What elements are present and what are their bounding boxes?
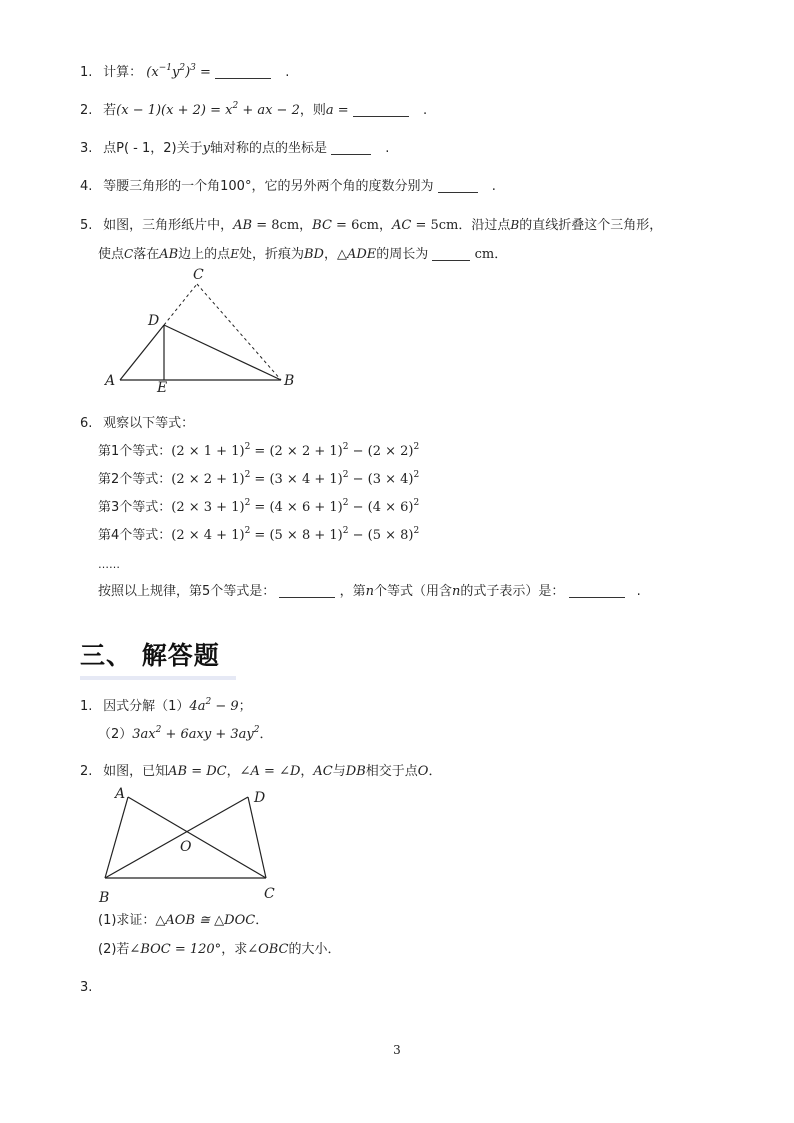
question-3: 3. 点P( - 1，2)关于y轴对称的点的坐标是 .: [80, 139, 389, 159]
point-label-b: B: [284, 373, 295, 389]
answer-blank[interactable]: [215, 66, 271, 79]
point-label-d: D: [254, 790, 266, 806]
problem-3: [80, 978, 99, 998]
point-label-d: D: [148, 313, 160, 329]
math-expression: $(x^{-1}y^2)^3$ =: [146, 63, 211, 80]
question-number: 2.: [80, 103, 93, 118]
point-label-a: A: [105, 373, 116, 389]
question-number: 1.: [80, 699, 93, 714]
question-6: 6. 观察以下等式：: [80, 414, 194, 434]
segment-db: [105, 797, 248, 878]
question-1: 1. 计算： $(x^{-1}y^2)^3$ = .: [80, 63, 289, 83]
crossed-triangles-figure: [96, 782, 286, 908]
math-expression: $(x - 1)(x + 2) = x^2$ + ax − 2: [116, 101, 300, 118]
question-number: 3.: [80, 980, 93, 995]
problem-1: 1. 因式分解$(1)4a^2 - 9$；: [80, 697, 252, 717]
answer-blank[interactable]: [353, 104, 409, 117]
segment-db: [164, 325, 281, 380]
question-6-final: 按照以上规律，第5个等式是： ，第n个等式（用含n的式子表示）是： .: [98, 584, 641, 599]
page-number: 3: [393, 1043, 401, 1057]
answer-blank[interactable]: [279, 585, 335, 598]
point-label-o: O: [180, 839, 192, 855]
segment-ad: [120, 325, 164, 380]
question-2: 2. 若$(x - 1)(x + 2) = x^2$ + ax − 2，则a = .: [80, 101, 427, 121]
segment-cb-dashed: [197, 284, 281, 380]
segment-dc-dashed: [164, 284, 197, 325]
equation-row: 第1个等式：$(2 \times 1 + 1)^2 = (2 \times 2 + 1)^2 - (2 \times 2)^2$: [98, 442, 420, 459]
point-label-c: C: [193, 267, 204, 283]
segment-ac: [128, 797, 266, 878]
problem-2-part-2: (2)若∠BOC = 120°，求∠OBC的大小．: [98, 942, 341, 957]
question-prefix: 计算：: [103, 65, 143, 80]
answer-blank[interactable]: [438, 180, 478, 193]
segment-ab: [105, 797, 128, 878]
point-label-a: A: [115, 786, 126, 802]
equation-row: 第4个等式：$(2 \times 4 + 1)^2 = (5 \times 8 + 1)^2 - (5 \times 8)^2$: [98, 526, 420, 543]
point-label-b: B: [99, 890, 110, 906]
problem-1-part-2: $(2)3ax^2 + 6axy + 3ay^2$．: [98, 725, 273, 742]
equation-row: 第3个等式：$(2 \times 3 + 1)^2 = (4 \times 6 + 1)^2 - (4 \times 6)^2$: [98, 498, 420, 515]
answer-blank[interactable]: [569, 585, 625, 598]
answer-blank[interactable]: [331, 142, 371, 155]
question-number: 4.: [80, 179, 93, 194]
question-4: 4. 等腰三角形的一个角100°，它的另外两个角的度数分别为 .: [80, 177, 496, 197]
question-number: 5.: [80, 218, 93, 233]
problem-2-part-1: (1)求证：△AOB ≅ △DOC．: [98, 913, 269, 928]
question-number: 2.: [80, 764, 93, 779]
answer-blank[interactable]: [432, 248, 470, 261]
section-underline: [80, 676, 236, 680]
segment-dc: [248, 797, 266, 878]
ellipsis: ……: [98, 558, 120, 571]
question-number: 3.: [80, 141, 93, 156]
point-label-e: E: [157, 380, 168, 396]
triangle-fold-figure: [100, 264, 310, 396]
question-5: 5. 如图，三角形纸片中，AB = 8cm，BC = 6cm，AC = 5cm．沿过点B的直线折叠这个三角形，: [80, 215, 662, 236]
point-label-c: C: [264, 886, 275, 902]
section-title: 三、 解答题: [80, 641, 220, 670]
equation-row: 第2个等式：$(2 \times 2 + 1)^2 = (3 \times 4 + 1)^2 - (3 \times 4)^2$: [98, 470, 420, 487]
question-number: 1.: [80, 65, 93, 80]
problem-2: 2. 如图，已知AB = DC，∠A = ∠D，AC与DB相交于点O．: [80, 762, 441, 782]
question-number: 6.: [80, 416, 93, 431]
question-5-line-2: 使点C落在AB边上的点E处，折痕为BD，△ADE的周长为 cm．: [98, 247, 508, 262]
